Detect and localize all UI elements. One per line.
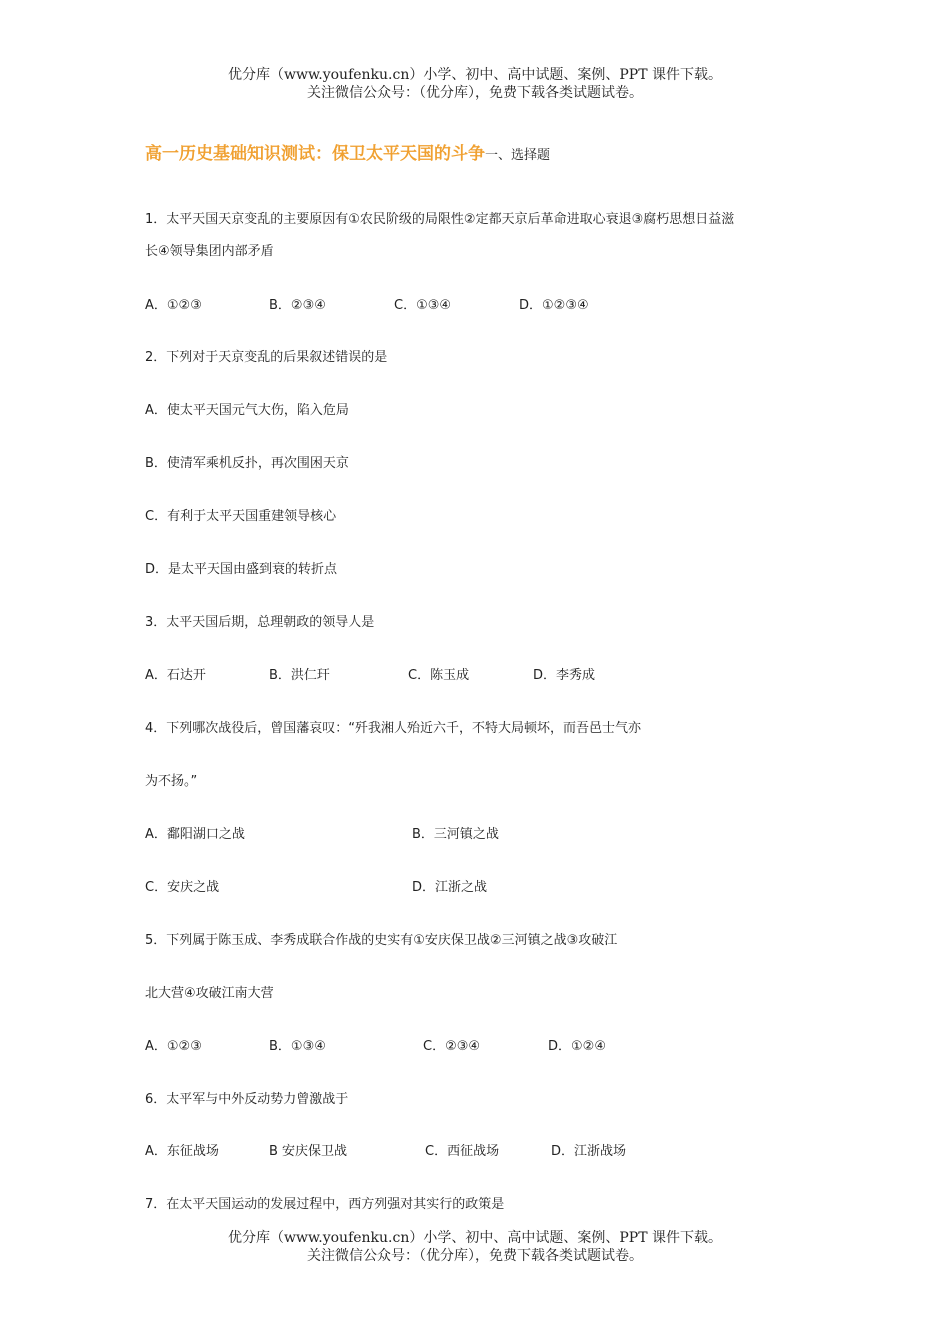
q3-option-d[interactable]: D．李秀成 bbox=[533, 668, 596, 683]
q6-stem: 6．太平军与中外反动势力曾激战于 bbox=[145, 1092, 349, 1107]
q3-option-c[interactable]: C．陈玉成 bbox=[408, 668, 470, 683]
title-main: 高一历史基础知识测试：保卫太平天国的斗争 bbox=[145, 144, 485, 164]
q5-stem-line-1: 5．下列属于陈玉成、李秀成联合作战的史实有①安庆保卫战②三河镇之战③攻破江 bbox=[145, 933, 618, 948]
q1-option-b[interactable]: B．②③④ bbox=[269, 298, 326, 313]
q5-option-d[interactable]: D．①②④ bbox=[548, 1039, 606, 1054]
page-title bbox=[145, 139, 550, 164]
q4-option-b[interactable]: B．三河镇之战 bbox=[412, 827, 499, 842]
q1-option-a[interactable]: A．①②③ bbox=[145, 298, 202, 313]
q2-option-d[interactable]: D．是太平天国由盛到衰的转折点 bbox=[145, 562, 338, 577]
footer-line-1: 优分库（www.youfenku.cn）小学、初中、高中试题、案例、PPT 课件下载。 bbox=[227, 1230, 722, 1246]
q5-option-b[interactable]: B．①③④ bbox=[269, 1039, 326, 1054]
q3-options bbox=[145, 664, 845, 684]
q1-option-c[interactable]: C．①③④ bbox=[394, 298, 452, 313]
q2-stem: 2．下列对于天京变乱的后果叙述错误的是 bbox=[145, 350, 388, 365]
q2-option-b[interactable]: B．使清军乘机反扑，再次围困天京 bbox=[145, 456, 349, 471]
q4-stem-line-1: 4．下列哪次战役后，曾国藩哀叹：“歼我湘人殆近六千，不特大局顿坏，而吾邑士气亦 bbox=[145, 721, 642, 736]
q6-options bbox=[145, 1140, 845, 1160]
q5-options bbox=[145, 1035, 845, 1055]
page-header bbox=[0, 66, 950, 102]
section-heading: 一、选择题 bbox=[485, 148, 551, 163]
q5-stem-line-2: 北大营④攻破江南大营 bbox=[145, 986, 274, 1001]
q4-options-row-1 bbox=[145, 823, 845, 843]
header-line-1: 优分库（www.youfenku.cn）小学、初中、高中试题、案例、PPT 课件下载。 bbox=[227, 67, 722, 83]
q3-option-a[interactable]: A．石达开 bbox=[145, 668, 206, 683]
footer-line-2: 关注微信公众号：（优分库），免费下载各类试题试卷。 bbox=[307, 1248, 643, 1264]
q1-options bbox=[145, 294, 845, 314]
q5-option-a[interactable]: A．①②③ bbox=[145, 1039, 202, 1054]
q1-stem-line-2: 长④领导集团内部矛盾 bbox=[145, 244, 274, 259]
header-line-2: 关注微信公众号：（优分库），免费下载各类试题试卷。 bbox=[307, 85, 643, 101]
q7-stem: 7．在太平天国运动的发展过程中，西方列强对其实行的政策是 bbox=[145, 1197, 505, 1212]
q6-option-c[interactable]: C．西征战场 bbox=[425, 1144, 500, 1159]
page-footer bbox=[0, 1229, 950, 1265]
q2-option-c[interactable]: C．有利于太平天国重建领导核心 bbox=[145, 509, 337, 524]
q6-option-a[interactable]: A．东征战场 bbox=[145, 1144, 219, 1159]
q4-option-c[interactable]: C．安庆之战 bbox=[145, 880, 220, 895]
q4-stem-line-2: 为不扬。” bbox=[145, 774, 198, 789]
q2-option-a[interactable]: A．使太平天国元气大伤，陷入危局 bbox=[145, 403, 349, 418]
q5-option-c[interactable]: C．②③④ bbox=[423, 1039, 481, 1054]
q6-option-b[interactable]: B 安庆保卫战 bbox=[269, 1144, 348, 1159]
q4-options-row-2 bbox=[145, 876, 845, 896]
q3-option-b[interactable]: B．洪仁玕 bbox=[269, 668, 330, 683]
q1-stem-line-1: 1．太平天国天京变乱的主要原因有①农民阶级的局限性②定都天京后革命进取心衰退③腐朽思想日益滋 bbox=[145, 212, 735, 227]
q3-stem: 3．太平天国后期，总理朝政的领导人是 bbox=[145, 615, 375, 630]
q4-option-a[interactable]: A．鄱阳湖口之战 bbox=[145, 827, 245, 842]
q6-option-d[interactable]: D．江浙战场 bbox=[551, 1144, 627, 1159]
q4-option-d[interactable]: D．江浙之战 bbox=[412, 880, 488, 895]
q1-option-d[interactable]: D．①②③④ bbox=[519, 298, 589, 313]
